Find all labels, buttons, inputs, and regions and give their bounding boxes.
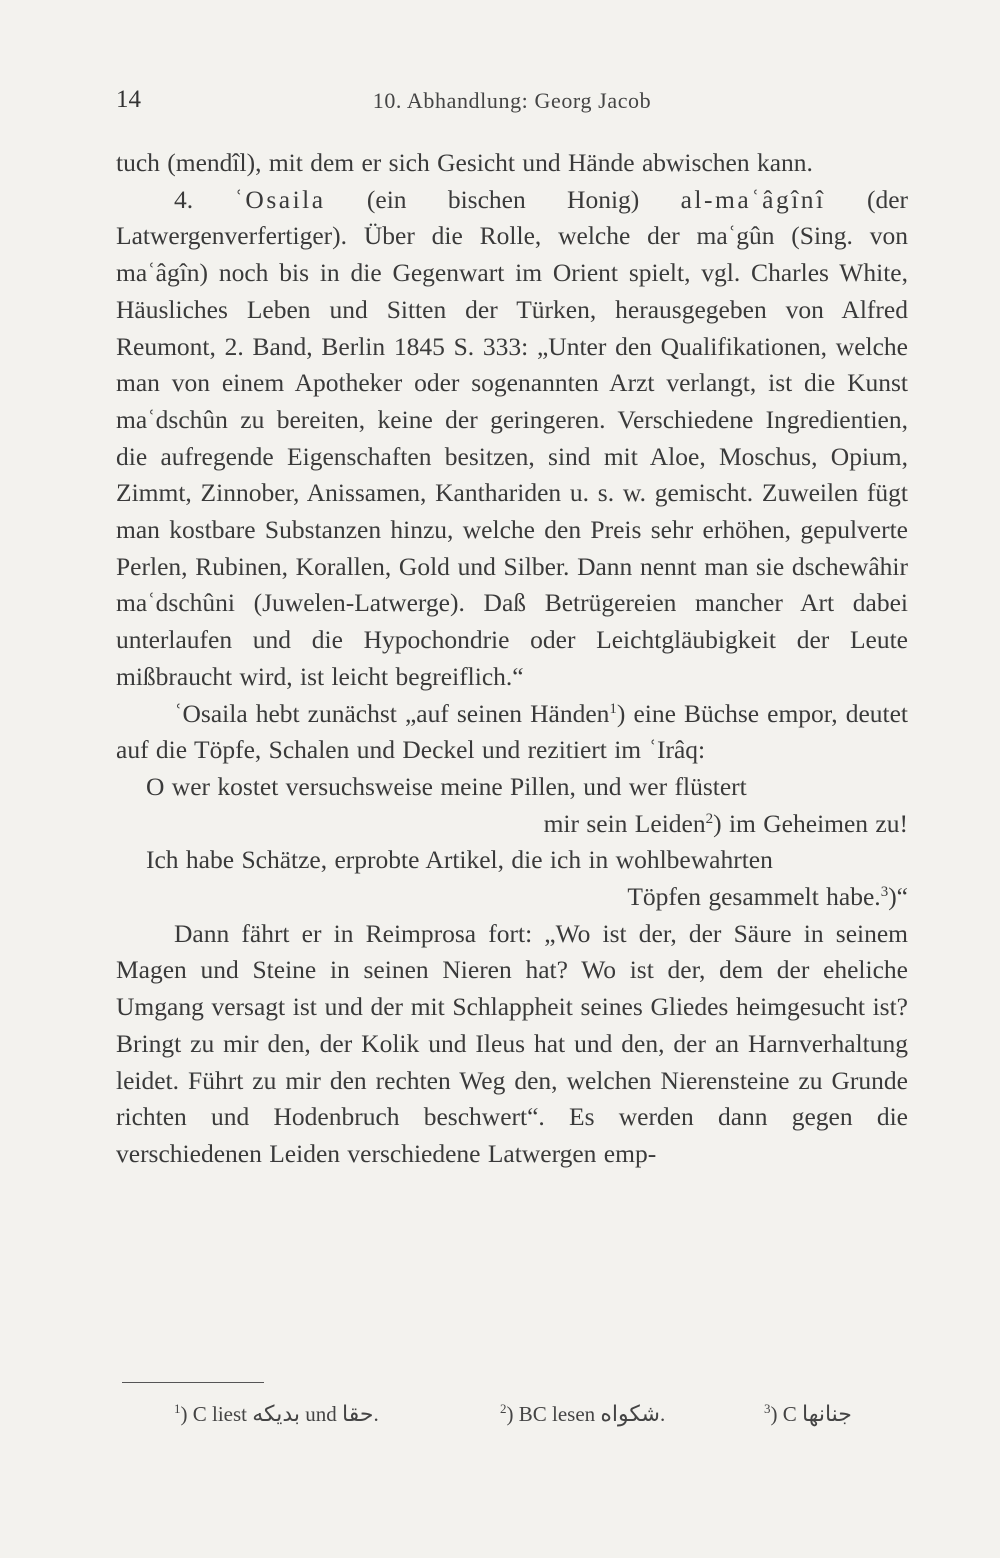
- paragraph-text: tuch (mendîl), mit dem er sich Gesicht und Hände abwischen kann.: [116, 148, 813, 177]
- paragraph-text: (ein bischen Honig): [325, 184, 681, 214]
- page-number: 14: [116, 86, 141, 113]
- paragraph-text: ʿOsaila hebt zunächst „auf seinen Händen: [174, 698, 610, 728]
- verse-text: O wer kostet versuchsweise meine Pillen, und wer flüstert: [146, 771, 747, 801]
- verse-text: [544, 806, 908, 843]
- running-title: 10. Abhandlung: Georg Jacob: [372, 88, 652, 113]
- footnote-text: ) BC lesen: [506, 1402, 596, 1426]
- footnote-mark: 3: [764, 1401, 771, 1416]
- verse-text: Ich habe Schätze, erprobte Artikel, die ich in wohlbewahrten: [146, 845, 773, 875]
- footnote-text: ) C: [770, 1402, 797, 1426]
- item-number: 4.: [174, 184, 235, 214]
- footnote-3: [764, 1402, 852, 1427]
- footnote-divider: [122, 1382, 264, 1383]
- footnote-mark: 2: [500, 1401, 507, 1416]
- verse-text-part: mir sein Leiden: [543, 808, 706, 838]
- verse-text-part: Töpfen gesammelt habe.: [627, 882, 881, 912]
- verse-text-part: )“: [888, 882, 908, 912]
- footnote-ref[interactable]: 3: [880, 884, 889, 901]
- paragraph-continuation: [116, 145, 908, 182]
- footnote-2: [500, 1402, 665, 1427]
- footnote-1: [174, 1402, 379, 1427]
- paragraph-text: (der Latwergenverfertiger). Über die Rolle, welche der maʿgûn (Sing. von maʿâgîn) noch bis in die Gegenwart im Orient spielt, vgl. Charles White, Häusliches Leben und Sitten der Türken, herausgegeben von Alfred Reumont, 2. Band, Berlin 1845 S. 333: „Unter den Qualifikationen, welche man von einem Apotheker oder sogenannten Arzt verlangt, ist die Kunst maʿdschûn zu bereiten, keine der geringeren. Verschiedene Ingredientien, die aufregende Eigenschaften besitzen, sind mit Aloe, Moschus, Opium, Zimmt, Zinnober, Anissamen, Kanthariden u. s. w. gemischt. Zuweilen fügt man kostbare Substanzen hinzu, welche den Preis sehr erhöhen, gepulverte Perlen, Rubinen, Korallen, Gold und Silber. Dann nennt man sie dschewâhir maʿdschûni (Juwelen-Latwerge). Daß Betrügereien mancher Art dabei unterlaufen und die Hypochondrie oder Leichtgläubigkeit der Leute mißbraucht wird, ist leicht begreiflich.“: [116, 184, 909, 691]
- verse-line: [116, 842, 908, 879]
- verse-line: [116, 879, 908, 916]
- footnote-text: und: [305, 1402, 337, 1426]
- footnote-text: .: [660, 1402, 666, 1426]
- body-text: [116, 145, 908, 1173]
- footnote-mark: 1: [174, 1401, 181, 1416]
- paragraph-reimprosa: [116, 916, 908, 1173]
- arabic-word: بديكه: [252, 1402, 300, 1427]
- verse-line: [116, 769, 908, 806]
- verse-text-part: ) im Geheimen zu!: [713, 808, 908, 838]
- arabic-word: شكواه: [600, 1402, 660, 1427]
- paragraph-text: Dann fährt er in Reimprosa fort: „Wo ist der, der Säure in seinem Magen und Steine in seinen Nieren hat? Wo ist der, dem der eheliche Umgang versagt ist und der mit Schlappheit seines Gliedes heimgesucht ist? Bringt zu mir den, der Kolik und Ileus hat und den, der an Harnverhaltung leidet. Führt zu mir den rechten Weg den, welchen Nierensteine zu Grunde richten und Hodenbruch beschwert“. Es werden dann gegen die verschiedenen Leiden verschiedene Latwergen emp-: [116, 918, 908, 1168]
- paragraph-text: ) eine Büchse empor, deutet auf die Töpfe, Schalen und Deckel und rezitiert im ʿIrâq:: [116, 698, 908, 765]
- footnote-text: .: [373, 1402, 379, 1426]
- footnote-text: ) C liest: [180, 1402, 247, 1426]
- paragraph-recitation-intro: [116, 696, 908, 769]
- verse-text: [627, 879, 908, 916]
- footnote-ref[interactable]: 2: [705, 810, 714, 827]
- footnote-ref[interactable]: 1: [609, 700, 617, 717]
- paragraph-osaila: [116, 182, 908, 696]
- arabic-word: جنانها: [802, 1402, 852, 1427]
- arabic-word: حقا: [342, 1402, 374, 1427]
- character-name: ʿOsaila: [234, 184, 326, 214]
- character-epithet: al-maʿâgînî: [680, 184, 826, 214]
- verse-line: [116, 806, 908, 843]
- page-header: [116, 86, 908, 122]
